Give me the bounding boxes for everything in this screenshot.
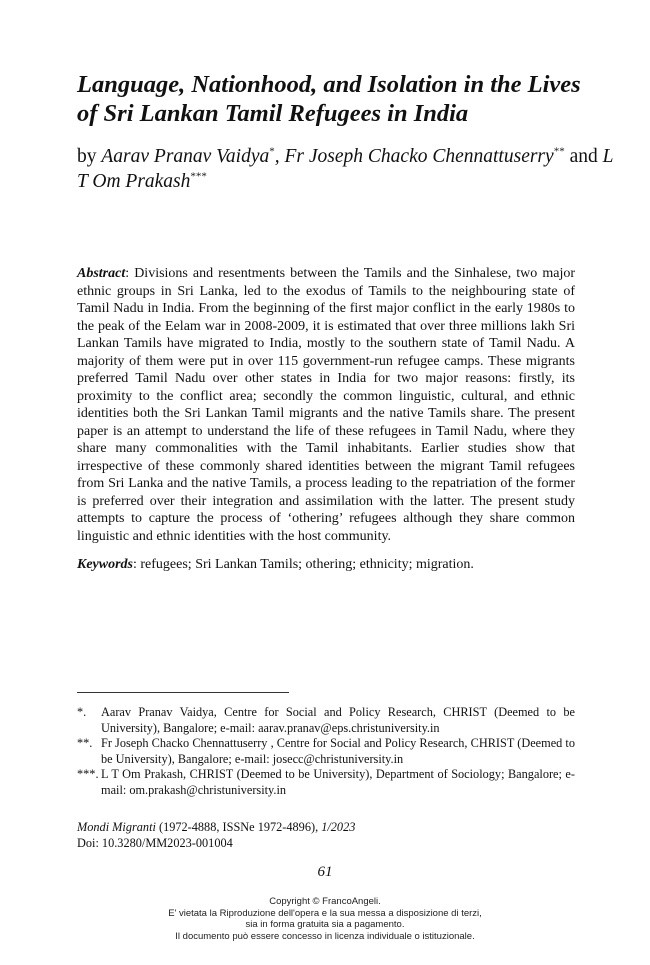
- journal-citation: [77, 820, 575, 851]
- footnote-3-mark: ***.: [77, 767, 99, 781]
- footnote-2-mark: **.: [77, 736, 93, 750]
- footnote-2: [77, 736, 575, 767]
- keywords: Keywords: refugees; Sri Lankan Tamils; othering; ethnicity; migration.: [77, 557, 474, 572]
- journal-name: Mondi Migranti: [77, 820, 156, 834]
- journal-issn: (1972-4888, ISSNe 1972-4896),: [155, 820, 322, 834]
- footnote-2-text: Fr Joseph Chacko Chennattuserry , Centre for Social and Policy Research, CHRIST (Deemed to be University), Bangalore; e-mail: josecc@christuniversity.in: [101, 736, 575, 766]
- footnote-3-text: L T Om Prakash, CHRIST (Deemed to be University), Department of Sociology; Bangalore; e-mail: om.prakash@christuniversity.in: [101, 767, 575, 797]
- footnotes: [77, 705, 575, 798]
- footnote-1-text: Aarav Pranav Vaidya, Centre for Social and Policy Research, CHRIST (Deemed to be University), Bangalore; e-mail: aarav.pranav@eps.christuniversity.in: [101, 705, 575, 735]
- author-1-mark: *: [269, 145, 275, 158]
- byline-by: by: [77, 146, 97, 167]
- copyright-line-1: Copyright © FrancoAngeli.: [269, 896, 381, 907]
- byline-and: and: [569, 146, 598, 167]
- abstract-label: Abstract: [77, 266, 126, 281]
- author-2-mark: **: [553, 145, 565, 158]
- author-3-mark: ***: [190, 170, 207, 183]
- keywords-label: Keywords: [77, 557, 133, 572]
- journal-doi: Doi: 10.3280/MM2023-001004: [77, 835, 233, 850]
- copyright-line-4: Il documento può essere concesso in licenza individuale o istituzionale.: [175, 930, 475, 942]
- journal-issue: 1/2023: [321, 820, 356, 834]
- footnote-1: [77, 705, 575, 736]
- footnote-divider: [77, 692, 289, 693]
- copyright-line-2: E' vietata la Riproduzione dell'opera e la sua messa a disposizione di terzi,: [168, 907, 482, 919]
- author-2-name: Fr Joseph Chacko Chennattuserry: [284, 146, 554, 167]
- abstract: Abstract: Divisions and resentments between the Tamils and the Sinhalese, two major ethnic groups in Sri Lanka, led to the exodus of Tamils to the neighbouring state of Tamil Nadu in India. From the beginning of the first major conflict in the early 1980s to the peak of the Eelam war in 2008-2009, it is estimated that over three millions lakh Sri Lankan Tamils have migrated to India, mostly to the southern state of Tamil Nadu. A majority of them were put in over 115 government-run refugee camps. These migrants preferred Tamil Nadu over other states in India for two major reasons: firstly, its proximity to the conflict area; secondly the common linguistic, cultural, and ethnic identities both the Sri Lankan Tamil migrants and the native Tamils share. The present paper is an attempt to understand the life of these refugees in Tamil Nadu, where they share many commonalities with the Tamil inhabitants. Earlier studies show that irrespective of these commonly shared identities between the migrant Tamil refugees from Sri Lanka and the native Tamils, a process leading to the repatriation of the former is preferred over their integration and assimilation with the latter. The present study attempts to capture the process of ‘othering’ refugees although they share common linguistic and ethnic identities with the host community.: [77, 266, 575, 544]
- keywords-text: refugees; Sri Lankan Tamils; othering; ethnicity; migration.: [140, 557, 474, 572]
- footnote-3: [77, 767, 575, 798]
- copyright-notice: [0, 896, 650, 942]
- article-title: Language, Nationhood, and Isolation in the Lives of Sri Lankan Tamil Refugees in India: [77, 71, 581, 127]
- author-1-name: Aarav Pranav Vaidya: [101, 146, 270, 167]
- page-number: 61: [317, 864, 333, 880]
- copyright-line-3: sia in forma gratuita sia a pagamento.: [245, 919, 405, 930]
- author-byline: by Aarav Pranav Vaidya*, Fr Joseph Chacko Chennattuserry** and L T Om Prakash***: [77, 145, 614, 192]
- abstract-text: Divisions and resentments between the Tamils and the Sinhalese, two major ethnic groups in Sri Lanka, led to the exodus of Tamils to the neighbouring state of Tamil Nadu in India. From the beginning of the first major conflict in the early 1980s to the peak of the Eelam war in 2008-2009, it is estimated that over three millions lakh Sri Lankan Tamils have migrated to India, mostly to the southern state of Tamil Nadu. A majority of them were put in over 115 government-run refugee camps. These migrants preferred Tamil Nadu over other states in India for two major reasons: firstly, its proximity to the conflict area; secondly the common linguistic, cultural, and ethnic identities both the Sri Lankan Tamil migrants and the native Tamils share. The present paper is an attempt to understand the life of these refugees in Tamil Nadu, where they share many commonalities with the Tamil inhabitants. Earlier studies show that irrespective of these commonly shared identities between the migrant Tamil refugees from Sri Lanka and the native Tamils, a process leading to the repatriation of the former is preferred over their integration and assimilation with the latter. The present study attempts to capture the process of ‘othering’ refugees although they share common linguistic and ethnic identities with the host community.: [77, 266, 575, 544]
- author-3-name: L T Om Prakash: [77, 146, 614, 192]
- footnote-1-mark: *.: [77, 705, 87, 719]
